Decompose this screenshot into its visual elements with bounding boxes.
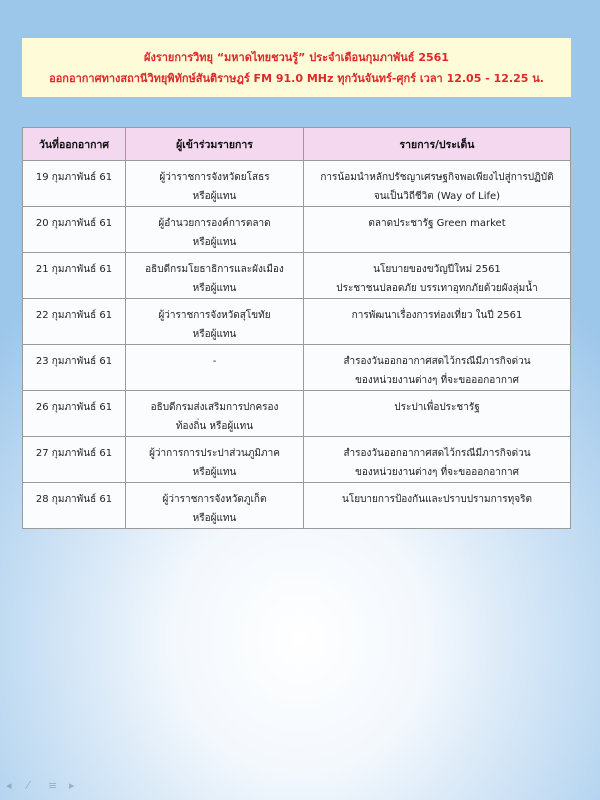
topic-line: ของหน่วยงานต่างๆ ที่จะขอออกอากาศ (355, 375, 519, 386)
participant-line: ท้องถิ่น หรือผู้แทน (175, 421, 254, 432)
header-line-1: ผังรายการวิทยุ “มหาดไทยชวนรู้” ประจำเดือนกุมภาพันธ์ 2561 (144, 50, 449, 64)
cell-topic (304, 483, 571, 529)
cell-topic (304, 391, 571, 437)
participant-line: หรือผู้แทน (192, 191, 237, 202)
header-line-2: ออกอากาศทางสถานีวิทยุพิทักษ์สันติราษฎร์ FM 91.0 MHz ทุกวันจันทร์-ศุกร์ เวลา 12.05 - 12.25 น. (49, 71, 544, 85)
topic-line: การน้อมนำหลักปรัชญาเศรษฐกิจพอเพียงไปสู่การปฏิบัติ (320, 172, 554, 183)
cell-participant (126, 207, 304, 253)
participant-line: อธิบดีกรมส่งเสริมการปกครอง (150, 402, 279, 413)
cell-date: 19 กุมภาพันธ์ 61 (23, 161, 126, 207)
participant-line: หรือผู้แทน (192, 329, 237, 340)
topic-line: สำรองวันออกอากาศสดไว้กรณีมีภารกิจด่วน (343, 448, 531, 459)
participant-line: อธิบดีกรมโยธาธิการและผังเมือง (145, 264, 284, 275)
topic-line: ตลาดประชารัฐ Green market (368, 218, 506, 229)
menu-icon[interactable]: ≡ (48, 779, 58, 792)
topic-line: ของหน่วยงานต่างๆ ที่จะขอออกอากาศ (355, 467, 519, 478)
cell-date: 23 กุมภาพันธ์ 61 (23, 345, 126, 391)
topic-line: ประชาชนปลอดภัย บรรเทาอุทกภัยด้วยผังลุ่มน้ำ (336, 283, 538, 294)
topic-line: จนเป็นวิถีชีวิต (Way of Life) (373, 191, 501, 202)
column-header-date: วันที่ออกอากาศ (23, 128, 126, 161)
schedule-table (22, 127, 571, 529)
topic-line: ประปาเพื่อประชารัฐ (394, 402, 480, 413)
topic-line: นโยบายของขวัญปีใหม่ 2561 (373, 264, 501, 275)
arrow-back-icon[interactable]: ◂ (6, 779, 12, 792)
table-row (23, 253, 571, 299)
arrow-forward-icon[interactable]: ▸ (69, 779, 75, 792)
cell-topic (304, 253, 571, 299)
participant-line: ผู้ว่าราชการจังหวัดสุโขทัย (158, 310, 271, 321)
cell-participant (126, 161, 304, 207)
cell-topic (304, 299, 571, 345)
table-row (23, 299, 571, 345)
cell-participant (126, 391, 304, 437)
column-header-participant: ผู้เข้าร่วมรายการ (126, 128, 304, 161)
participant-line: ผู้ว่าราชการจังหวัดยโสธร (159, 172, 270, 183)
table-header-row (23, 128, 571, 161)
table-row (23, 207, 571, 253)
cell-participant (126, 345, 304, 391)
participant-line: ผู้อำนวยการองค์การตลาด (158, 218, 271, 229)
participant-line: หรือผู้แทน (192, 237, 237, 248)
cell-date: 21 กุมภาพันธ์ 61 (23, 253, 126, 299)
cell-date: 22 กุมภาพันธ์ 61 (23, 299, 126, 345)
table-row (23, 345, 571, 391)
cell-topic (304, 345, 571, 391)
cell-participant (126, 483, 304, 529)
participant-line: หรือผู้แทน (192, 283, 237, 294)
table-row (23, 437, 571, 483)
cell-date: 26 กุมภาพันธ์ 61 (23, 391, 126, 437)
participant-line: - (212, 356, 217, 367)
topic-line: นโยบายการป้องกันและปราบปรามการทุจริต (342, 494, 532, 505)
cell-date: 27 กุมภาพันธ์ 61 (23, 437, 126, 483)
pen-icon[interactable]: ⁄ (27, 779, 29, 792)
participant-line: ผู้ว่าการการประปาส่วนภูมิภาค (149, 448, 280, 459)
cell-topic (304, 161, 571, 207)
table-row (23, 161, 571, 207)
cell-topic (304, 437, 571, 483)
cell-date: 20 กุมภาพันธ์ 61 (23, 207, 126, 253)
table-row (23, 483, 571, 529)
cell-date: 28 กุมภาพันธ์ 61 (23, 483, 126, 529)
cell-participant (126, 437, 304, 483)
cell-topic (304, 207, 571, 253)
topic-line: การพัฒนาเรื่องการท่องเที่ยว ในปี 2561 (351, 310, 523, 321)
participant-line: หรือผู้แทน (192, 467, 237, 478)
topic-line: สำรองวันออกอากาศสดไว้กรณีมีภารกิจด่วน (343, 356, 531, 367)
slideshow-toolbar (6, 780, 81, 792)
cell-participant (126, 253, 304, 299)
column-header-topic: รายการ/ประเด็น (304, 128, 571, 161)
cell-participant (126, 299, 304, 345)
participant-line: ผู้ว่าราชการจังหวัดภูเก็ต (162, 494, 267, 505)
table-row (23, 391, 571, 437)
participant-line: หรือผู้แทน (192, 513, 237, 524)
schedule-header (22, 38, 571, 97)
